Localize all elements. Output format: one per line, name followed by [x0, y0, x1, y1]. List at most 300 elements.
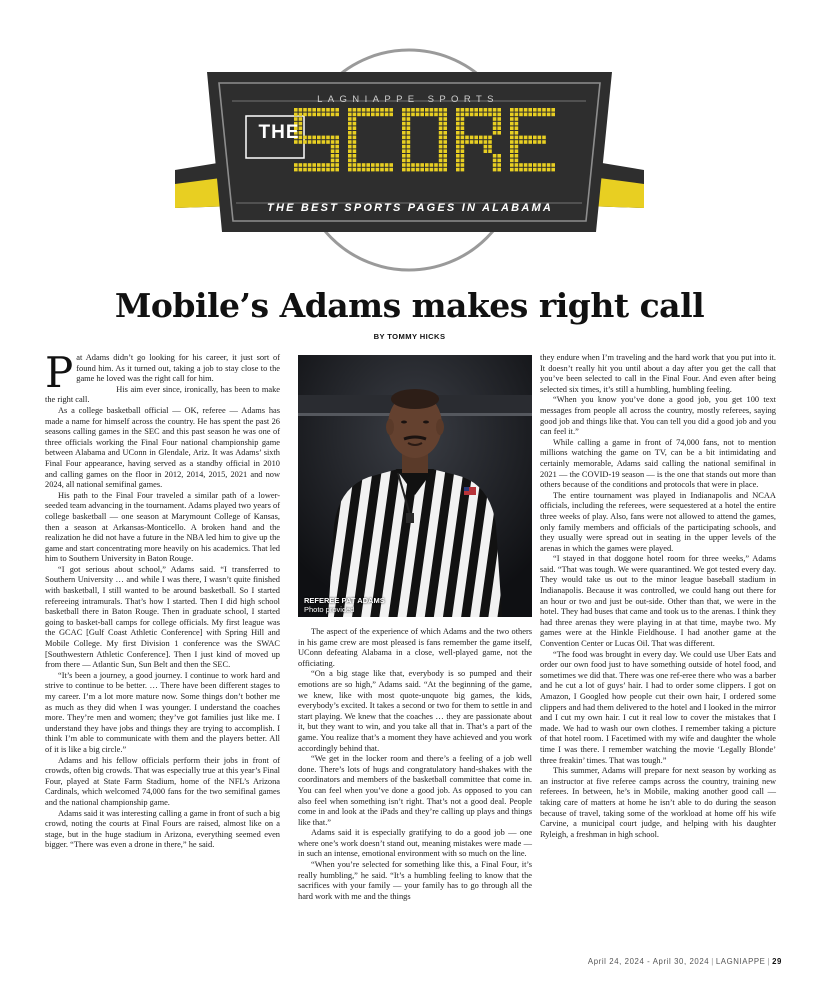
score-dot	[430, 168, 434, 172]
score-dot	[484, 149, 488, 153]
score-dot	[348, 122, 352, 126]
score-dot	[380, 168, 384, 172]
paragraph: The aspect of the experience of which Adams and the two others in his game crew are most pleased is fans remember the game itself, UConn defeating Alabama in a close, well-played game, not the officiating.	[298, 627, 532, 668]
score-dot	[331, 113, 335, 117]
score-dot	[420, 113, 424, 117]
score-dot	[510, 113, 514, 117]
score-dot	[376, 108, 380, 112]
score-dot	[461, 149, 465, 153]
score-dot	[528, 113, 532, 117]
score-dot	[348, 126, 352, 130]
score-dot	[538, 140, 542, 144]
score-dot	[443, 117, 447, 121]
photo-credit: Photo provided	[304, 605, 355, 614]
score-dot	[551, 168, 555, 172]
score-dot	[443, 108, 447, 112]
score-dot	[515, 159, 519, 163]
score-dot	[434, 108, 438, 112]
score-dot	[493, 126, 497, 130]
article-column-3	[540, 353, 776, 840]
score-dot	[308, 136, 312, 140]
score-dot	[493, 168, 497, 172]
score-dot	[547, 163, 551, 167]
byline: BY TOMMY HICKS	[373, 332, 446, 341]
paragraph: This summer, Adams will prepare for next season by working as an instructor at five referee camps across the country, training new referees. In between, he’s in Mobile, making another good call — taking care of matters at home he isn’t able to do during the season because of travel, taking some of the workload at home off his wife Carvine, a municipal court judge, and helping with his daughter Ryleigh, a freshman in high school.	[540, 766, 776, 839]
score-dot	[402, 117, 406, 121]
score-dot	[402, 163, 406, 167]
score-dot	[533, 136, 537, 140]
score-dot	[497, 113, 501, 117]
score-dot	[493, 131, 497, 135]
score-dot	[510, 140, 514, 144]
score-dot	[331, 108, 335, 112]
score-dot	[348, 154, 352, 158]
score-dot	[331, 149, 335, 153]
score-dot	[312, 140, 316, 144]
score-dot	[312, 113, 316, 117]
score-dot	[366, 168, 370, 172]
score-dot	[515, 149, 519, 153]
score-dot	[515, 117, 519, 121]
score-dot	[493, 113, 497, 117]
score-dot	[362, 163, 366, 167]
score-dot	[456, 154, 460, 158]
paragraph: they endure when I’m traveling and the hard work that you put into it. It doesn’t really hit you until about a day after you get the call that you’ve been selected to call in the Final Four. And even after being selected six times, it’s still a humbling, humbling feeling.	[540, 353, 776, 394]
masthead-the: THE	[258, 122, 300, 143]
score-dot	[317, 108, 321, 112]
score-dot	[519, 113, 523, 117]
score-dot	[528, 168, 532, 172]
page-number: 29	[772, 957, 782, 966]
score-dot	[335, 108, 339, 112]
score-dot	[331, 163, 335, 167]
score-dot	[443, 159, 447, 163]
score-dot	[430, 113, 434, 117]
score-dot	[547, 113, 551, 117]
score-dot	[366, 108, 370, 112]
score-dot	[456, 108, 460, 112]
score-dot	[407, 163, 411, 167]
score-dot	[542, 113, 546, 117]
score-dot	[326, 140, 330, 144]
score-dot	[465, 108, 469, 112]
score-dot	[510, 168, 514, 172]
score-dot	[294, 163, 298, 167]
score-dot	[308, 108, 312, 112]
score-dot	[317, 168, 321, 172]
score-dot	[348, 168, 352, 172]
score-dot	[402, 145, 406, 149]
score-dot	[443, 149, 447, 153]
score-dot	[528, 108, 532, 112]
score-dot	[484, 113, 488, 117]
score-dot	[515, 145, 519, 149]
score-dot	[407, 168, 411, 172]
paragraph: His aim ever since, ironically, has been to make the right call.	[45, 384, 280, 405]
score-dot	[533, 168, 537, 172]
score-dot	[308, 140, 312, 144]
score-dot	[538, 163, 542, 167]
score-dot	[493, 108, 497, 112]
paragraph: “When you know you’ve done a good job, you get 100 text messages from people all across the country, mostly referees, saying good job and things like that. You can tell you did a good job and you can feel it.”	[540, 395, 776, 437]
score-dot	[533, 108, 537, 112]
score-dot	[371, 113, 375, 117]
score-dot	[353, 149, 357, 153]
score-dot	[510, 145, 514, 149]
score-dot	[515, 163, 519, 167]
score-dot	[326, 113, 330, 117]
score-dot	[524, 168, 528, 172]
score-dot	[335, 149, 339, 153]
score-dot	[479, 113, 483, 117]
score-dot	[326, 168, 330, 172]
score-dot	[353, 108, 357, 112]
score-dot	[348, 163, 352, 167]
score-dot	[353, 136, 357, 140]
score-dot	[335, 140, 339, 144]
score-dot	[439, 145, 443, 149]
score-dot	[461, 140, 465, 144]
score-dot	[322, 136, 326, 140]
score-dot	[389, 163, 393, 167]
score-dot	[465, 113, 469, 117]
score-dot	[524, 108, 528, 112]
score-dot	[542, 108, 546, 112]
score-dot	[479, 108, 483, 112]
score-dot	[443, 126, 447, 130]
paragraph: As a college basketball official — OK, referee — Adams has made a name for himself across the country. He has spent the past 26 seasons calling games in the SEC and this past season he was one of three officials working the Final Four national championship game between Alabama and UConn in Glendale, Ariz. It was Adams’ sixth Final Four appearance, having served as a standby official in 2010 and calling games on the floor in 2012, 2014, 2015, 2021 and now 2024, all national semifinal games.	[45, 405, 280, 490]
score-dot	[322, 163, 326, 167]
score-dot	[488, 140, 492, 144]
score-dot	[443, 140, 447, 144]
score-dot	[407, 145, 411, 149]
score-dot	[461, 122, 465, 126]
score-dot	[461, 168, 465, 172]
score-dot	[416, 163, 420, 167]
score-dot	[497, 159, 501, 163]
paragraph: “I stayed in that doggone hotel room for three weeks,” Adams said. “That was tough. We were quarantined. We got tested every day. They would take us out to the minor league baseball stadium in Indianapolis. Because it was controlled, we could hang out there for an hour or two and just be out-side. Other than that, we were in the hotel. They had buses that came and took us to the arenas. I think they had three arenas they were playing in at that time, maybe two. My games were at the Hinkle Fieldhouse. I had another game at the Convention Center or Lucas Oil. That was different.	[540, 554, 776, 649]
score-dot	[510, 131, 514, 135]
score-dot	[510, 126, 514, 130]
score-dot	[542, 168, 546, 172]
score-dot	[542, 163, 546, 167]
score-dot	[326, 108, 330, 112]
score-dot	[348, 136, 352, 140]
score-dot	[443, 145, 447, 149]
score-dot	[402, 131, 406, 135]
score-dot	[542, 136, 546, 140]
masthead-graphic	[0, 0, 819, 280]
score-dot	[299, 163, 303, 167]
score-dot	[303, 168, 307, 172]
score-dot	[402, 126, 406, 130]
score-dot	[366, 163, 370, 167]
score-dot	[371, 108, 375, 112]
score-dot	[294, 168, 298, 172]
score-dot	[353, 126, 357, 130]
score-dot	[357, 108, 361, 112]
score-dot	[439, 168, 443, 172]
score-dot	[312, 168, 316, 172]
score-dot	[479, 136, 483, 140]
score-dot	[353, 163, 357, 167]
score-dot	[312, 163, 316, 167]
score-dot	[308, 113, 312, 117]
score-dot	[439, 140, 443, 144]
score-dot	[519, 163, 523, 167]
score-dot	[439, 149, 443, 153]
score-dot	[538, 168, 542, 172]
score-dot	[510, 149, 514, 153]
score-dot	[497, 126, 501, 130]
score-dot	[425, 168, 429, 172]
score-dot	[484, 140, 488, 144]
score-dot	[331, 140, 335, 144]
score-dot	[497, 163, 501, 167]
score-dot	[407, 131, 411, 135]
score-dot	[515, 126, 519, 130]
score-dot	[510, 136, 514, 140]
score-dot	[348, 131, 352, 135]
score-dot	[362, 168, 366, 172]
score-dot	[542, 140, 546, 144]
score-dot	[416, 113, 420, 117]
score-dot	[538, 136, 542, 140]
score-dot	[335, 113, 339, 117]
score-dot	[456, 126, 460, 130]
score-dot	[303, 108, 307, 112]
score-dot	[474, 140, 478, 144]
score-dot	[465, 140, 469, 144]
score-dot	[434, 163, 438, 167]
score-dot	[547, 168, 551, 172]
photo-caption-title: REFEREE PAT ADAMS	[304, 596, 385, 605]
paragraph: “It’s been a journey, a good journey. I continue to work hard and strive to continue to be better. … There have been different stages to my career. I’m a lot more mature now. Some things don’t bother me as much as they did when I was younger. I understand the coaches more. They’re men and women; they’ve got families just like me. I understand they have jobs and things they are trying to accomplish. I think I’m able to communicate with them and the players better. All of it is like a big circle.”	[45, 670, 280, 754]
score-dot	[407, 113, 411, 117]
referee-photo	[298, 355, 532, 617]
score-dot	[461, 126, 465, 130]
score-dot	[335, 168, 339, 172]
score-dot	[407, 126, 411, 130]
score-dot	[488, 108, 492, 112]
score-dot	[308, 163, 312, 167]
score-dot	[443, 122, 447, 126]
score-dot	[538, 113, 542, 117]
score-dot	[434, 168, 438, 172]
score-dot	[533, 140, 537, 144]
score-dot	[515, 136, 519, 140]
score-dot	[411, 168, 415, 172]
score-dot	[456, 113, 460, 117]
score-dot	[335, 163, 339, 167]
score-dot	[510, 108, 514, 112]
score-dot	[294, 108, 298, 112]
score-dot	[357, 168, 361, 172]
score-dot	[326, 163, 330, 167]
score-dot	[456, 145, 460, 149]
score-dot	[456, 117, 460, 121]
score-dot	[510, 122, 514, 126]
paragraph: Adams said it is especially gratifying to do a good job — one where one’s work doesn’t stand out, meaning mistakes were made — in such an intense, emotional environment with so much on the line.	[298, 828, 532, 859]
score-dot	[461, 145, 465, 149]
score-dot	[407, 159, 411, 163]
score-dot	[357, 113, 361, 117]
score-dot	[456, 149, 460, 153]
score-dot	[479, 140, 483, 144]
score-dot	[376, 168, 380, 172]
paragraph: While calling a game in front of 74,000 fans, not to mention millions watching the game on TV, can be a bit intimidating and certainly memorable, Adams said calling the national semifinal in 2021 — the COVID-19 season — is the one that stands out more than others because of the conditions and protocols that were in place.	[540, 437, 776, 490]
score-dot	[439, 108, 443, 112]
score-dot	[430, 163, 434, 167]
score-dot	[474, 136, 478, 140]
score-dot	[515, 131, 519, 135]
score-dot	[294, 117, 298, 121]
score-dot	[443, 163, 447, 167]
score-dot	[402, 136, 406, 140]
score-dot	[484, 108, 488, 112]
score-dot	[456, 131, 460, 135]
score-dot	[402, 159, 406, 163]
score-dot	[488, 136, 492, 140]
score-dot	[389, 168, 393, 172]
score-dot	[416, 108, 420, 112]
score-dot	[303, 163, 307, 167]
score-dot	[331, 154, 335, 158]
score-dot	[376, 163, 380, 167]
score-dot	[519, 108, 523, 112]
score-dot	[497, 122, 501, 126]
score-dot	[493, 163, 497, 167]
score-dot	[402, 108, 406, 112]
score-dot	[524, 140, 528, 144]
score-dot	[533, 113, 537, 117]
score-dot	[456, 122, 460, 126]
score-dot	[348, 145, 352, 149]
score-dot	[443, 131, 447, 135]
score-dot	[461, 154, 465, 158]
score-dot	[439, 113, 443, 117]
paragraph: Adams and his fellow officials perform their jobs in front of crowds, often big crowds. That was especially true at this year’s Final Four, played at State Farm Stadium, home of the NFL’s Arizona Cardinals, which welcomed 74,000 fans for the two semifinal games and the national championship game.	[45, 755, 280, 807]
score-dot	[547, 108, 551, 112]
publication-name: LAGNIAPPE	[715, 957, 766, 966]
score-dot	[461, 108, 465, 112]
score-dot	[294, 113, 298, 117]
score-dot	[331, 145, 335, 149]
score-dot	[420, 163, 424, 167]
page-footer: April 24, 2024 - April 30, 2024 | LAGNIAPPE | 29	[587, 957, 782, 966]
score-dot	[322, 140, 326, 144]
score-dot	[470, 113, 474, 117]
score-dot	[380, 163, 384, 167]
score-dot	[439, 131, 443, 135]
paragraph: “We get in the locker room and there’s a feeling of a job well done. There’s lots of hugs and congratulatory hand-shakes with the coordinators and members of the basketball committee that come in. You can feel when you’ve done a good job. As opposed to you can also feel when something isn’t right. That’s not a good deal. People come in and look at the iPads and they’re calling up plays and things like that.”	[298, 754, 532, 827]
score-dot	[515, 154, 519, 158]
score-dot	[411, 113, 415, 117]
score-dot	[488, 149, 492, 153]
score-dot	[322, 168, 326, 172]
score-dot	[331, 136, 335, 140]
score-dot	[371, 168, 375, 172]
paragraph: The entire tournament was played in Indianapolis and NCAA officials, including the referees, were sequestered at a hotel the entire three weeks of play. Also, fans were not allowed to attend the games, only family members and officials of the participating schools, and they usually were spread out in seating in the upper levels of the arenas in which the games were played.	[540, 490, 776, 553]
score-dot	[402, 154, 406, 158]
score-dot	[317, 140, 321, 144]
score-dot	[317, 163, 321, 167]
score-dot	[299, 117, 303, 121]
score-dot	[299, 108, 303, 112]
score-dot	[407, 122, 411, 126]
score-dot	[317, 136, 321, 140]
score-dot	[407, 108, 411, 112]
paragraph: Adams said it was interesting calling a game in front of such a big crowd, noting the courts at Final Fours are raised, almost like on a stage, but in the huge stadium in Arizona, everything seemed even bigger. “There was even a drone in there,” he said.	[45, 808, 280, 850]
masthead	[0, 0, 819, 280]
score-dot	[493, 159, 497, 163]
score-dot	[380, 108, 384, 112]
score-dot	[551, 108, 555, 112]
score-dot	[461, 117, 465, 121]
score-dot	[497, 117, 501, 121]
score-dot	[465, 136, 469, 140]
score-dot	[515, 113, 519, 117]
score-dot	[402, 168, 406, 172]
score-dot	[497, 168, 501, 172]
score-dot	[425, 163, 429, 167]
score-dot	[353, 154, 357, 158]
score-dot	[303, 113, 307, 117]
score-dot	[488, 145, 492, 149]
score-dot	[443, 154, 447, 158]
score-dot	[362, 113, 366, 117]
score-dot	[402, 122, 406, 126]
score-dot	[353, 140, 357, 144]
score-dot	[470, 108, 474, 112]
score-dot	[461, 131, 465, 135]
score-dot	[312, 108, 316, 112]
score-dot	[515, 168, 519, 172]
score-dot	[519, 136, 523, 140]
score-dot	[533, 163, 537, 167]
score-dot	[331, 159, 335, 163]
score-dot	[538, 108, 542, 112]
score-dot	[456, 140, 460, 144]
photo-caption	[304, 596, 385, 614]
score-dot	[497, 154, 501, 158]
score-dot	[385, 168, 389, 172]
score-dot	[551, 113, 555, 117]
score-dot	[510, 163, 514, 167]
score-dot	[439, 126, 443, 130]
score-dot	[430, 108, 434, 112]
score-dot	[348, 159, 352, 163]
score-dot	[515, 140, 519, 144]
score-dot	[439, 159, 443, 163]
score-dot	[524, 136, 528, 140]
score-dot	[353, 113, 357, 117]
score-dot	[425, 113, 429, 117]
score-dot	[443, 136, 447, 140]
headline: Mobile’s Adams makes right call	[114, 286, 705, 325]
score-dot	[461, 159, 465, 163]
paragraph: “When you’re selected for something like this, a Final Four, it’s really humbling,” he said. “It’s a humbling feeling to know that the sacrifices with your family — your family has to go through all the hard work with me and the things	[298, 860, 532, 901]
score-dot	[528, 163, 532, 167]
paragraph: “The food was brought in every day. We could use Uber Eats and order our own food just to have something outside of hotel food, and sometimes we did that. There was one ref-eree there who was a barber and he cut a lot of guys’ hair. I had to order some clippers. I got on Amazon, I Googled how people cut their own hair, I ordered some clippers and had them delivered to the hotel and I looked in the mirror and I cut my own hair. I cut it real low to cover the mistakes that I made. We had to wash our own clothes. I remember taking a picture of that hotel room. I Facetimed with my wife and daughter the whole time I was there. I remember watching the movie ‘Legally Blonde’ three freakin’ times. That was tough.”	[540, 649, 776, 765]
score-dot	[416, 168, 420, 172]
score-dot	[348, 113, 352, 117]
score-dot	[474, 108, 478, 112]
score-dot	[312, 136, 316, 140]
score-dot	[456, 159, 460, 163]
score-dot	[493, 117, 497, 121]
score-dot	[434, 113, 438, 117]
